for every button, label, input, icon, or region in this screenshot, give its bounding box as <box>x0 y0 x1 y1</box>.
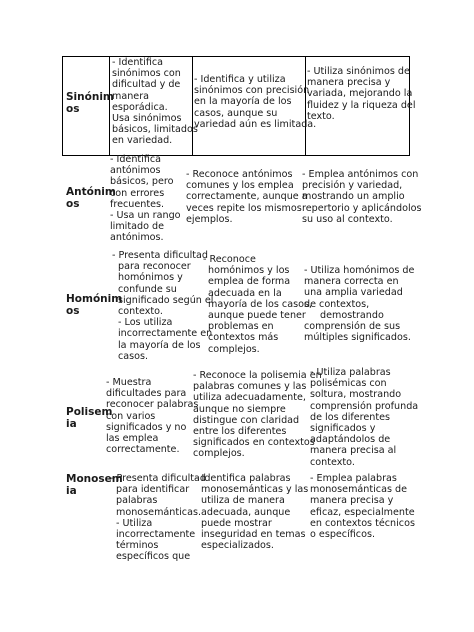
cell-line: ejemplos. <box>186 213 233 225</box>
cell-line: las emplea <box>106 433 159 445</box>
cell-line: monosemánticas y las <box>201 484 309 496</box>
cell-line: adecuada, aunque <box>201 506 291 518</box>
cell-line: demostrando <box>320 309 384 321</box>
cell-line: manera correcta en <box>304 276 399 288</box>
cell-line: aunque no siempre <box>193 403 286 415</box>
cell-line: monosemánticas de <box>310 484 407 496</box>
cell-line: - Muestra <box>106 377 152 388</box>
cell-line: fluidez y la riqueza del <box>307 99 416 111</box>
cell-line: - Identifica <box>112 57 164 68</box>
cell-line: dificultades para <box>106 388 187 400</box>
cell-line: - Identifica <box>110 154 162 165</box>
cell-line: - Utiliza palabras <box>310 367 391 378</box>
row-label-line: os <box>66 103 80 115</box>
cell-monosemia-level-1 <box>110 473 206 563</box>
cell-line: reconocer palabras <box>106 399 199 411</box>
cell-line: - Utiliza homónimos de <box>304 265 415 276</box>
cell-line: - Identifica y utiliza <box>194 74 286 85</box>
cell-line: homónimos y <box>118 272 183 284</box>
cell-line: problemas en <box>208 321 274 333</box>
cell-line: comunes y los emplea <box>186 180 294 192</box>
cell-line: antónimos <box>110 165 161 177</box>
cell-line: - Utiliza sinónimos de <box>307 66 410 77</box>
row-label-line: Polisem <box>66 406 113 418</box>
cell-line: adaptándolos de <box>310 434 391 446</box>
cell-line: eficaz, especialmente <box>310 506 415 518</box>
row-label-line: os <box>66 305 80 317</box>
cell-line: - Identifica palabras <box>195 473 291 484</box>
cell-line: variada, mejorando la <box>307 88 413 100</box>
row-label-line: Sinónim <box>66 91 114 103</box>
cell-polisemia-level-2 <box>193 370 322 460</box>
row-label-line: Antónim <box>66 186 116 198</box>
cell-sinonimos-level-3 <box>307 66 416 122</box>
cell-line: palabras <box>116 495 158 507</box>
cell-monosemia-level-2 <box>195 473 308 551</box>
cell-line: sinónimos con <box>112 68 181 80</box>
cell-line: manera precisa al <box>310 445 397 457</box>
cell-line: repertorio y aplicándolos <box>302 202 422 214</box>
cell-line: de contextos, <box>304 298 370 310</box>
cell-line: de los diferentes <box>310 411 391 423</box>
cell-line: limitado de <box>110 221 164 233</box>
cell-monosemia-level-3 <box>304 473 415 540</box>
cell-line: comprensión profunda <box>310 400 419 412</box>
cell-line: veces repite los mismos <box>186 202 302 214</box>
row-label-line: os <box>66 198 80 210</box>
cell-line: complejos. <box>208 343 260 355</box>
cell-line: mostrando un amplio <box>302 191 405 203</box>
cell-line: texto. <box>307 110 335 122</box>
cell-line: incorrectamente <box>116 529 196 541</box>
cell-line: casos. <box>118 350 149 362</box>
cell-line: significados en contextos <box>193 437 315 449</box>
cell-line: - Emplea antónimos con <box>302 169 419 180</box>
cell-line: significado según el <box>118 294 214 306</box>
cell-line: - Emplea palabras <box>310 473 397 484</box>
cell-line: - Utiliza <box>116 517 153 529</box>
cell-line: manera precisa y <box>310 495 394 507</box>
cell-line: correctamente, aunque a <box>186 191 308 203</box>
cell-line: correctamente. <box>106 444 180 456</box>
cell-line: aunque puede tener <box>208 310 306 322</box>
cell-line: comprensión de sus <box>304 321 401 333</box>
cell-line: para identificar <box>116 484 190 496</box>
cell-line: homónimos y los <box>208 265 290 277</box>
cell-line: múltiples significados. <box>304 332 411 344</box>
cell-line: para reconocer <box>118 261 191 273</box>
cell-line: en contextos técnicos <box>310 517 415 529</box>
cell-antonimos-level-2 <box>186 169 308 225</box>
cell-sinonimos-level-2 <box>194 74 316 130</box>
cell-line: especializados. <box>201 540 274 552</box>
cell-line: su uso al contexto. <box>302 213 393 225</box>
cell-line: Usa sinónimos <box>112 113 182 125</box>
cell-line: incorrectamente en <box>118 328 213 340</box>
cell-line: complejos. <box>193 448 245 460</box>
cell-line: precisión y variedad, <box>302 180 403 192</box>
cell-line: adecuada en la <box>208 287 282 299</box>
row-label-antonimos <box>66 186 116 210</box>
cell-line: utiliza de manera <box>201 495 285 507</box>
cell-line: básicos, pero <box>110 176 174 188</box>
cell-line: emplea de forma <box>208 276 291 288</box>
cell-line: variedad aún es limitada. <box>194 118 317 130</box>
cell-line: una amplia variedad <box>304 287 403 299</box>
cell-line: con varios <box>106 410 156 422</box>
cell-line: o específicos. <box>310 529 375 541</box>
row-label-sinonimos <box>66 91 114 115</box>
cell-line: - Presenta dificultad <box>110 473 206 484</box>
cell-line: puede mostrar <box>201 517 272 529</box>
row-label-line: ia <box>66 485 77 497</box>
cell-line: soltura, mostrando <box>310 389 402 401</box>
cell-line: términos <box>116 540 159 552</box>
cell-line: contexto. <box>118 306 163 318</box>
cell-line: con errores <box>110 187 165 199</box>
cell-line: - Usa un rango <box>110 210 181 222</box>
cell-line: manera precisa y <box>307 77 391 89</box>
row-label-line: ia <box>66 418 77 430</box>
cell-antonimos-level-3 <box>302 169 422 225</box>
cell-line: - Reconoce antónimos <box>186 169 293 180</box>
cell-line: específicos que <box>116 551 191 563</box>
cell-line: inseguridad en temas <box>201 529 306 541</box>
cell-line: en la mayoría de los <box>194 96 292 108</box>
cell-line: distingue con claridad <box>193 414 300 426</box>
cell-line: casos, aunque su <box>194 107 278 119</box>
cell-line: significados y <box>310 423 376 435</box>
cell-line: la mayoría de los <box>118 339 201 351</box>
cell-antonimos-level-1 <box>110 154 181 244</box>
cell-line: confunde su <box>118 283 177 295</box>
cell-line: en variedad. <box>112 135 173 147</box>
cell-line: dificultad y de <box>112 79 181 91</box>
cell-homonimos-level-2 <box>203 254 312 355</box>
cell-line: monosemánticas. <box>116 506 201 518</box>
cell-line: significados y no <box>106 421 187 433</box>
cell-line: palabras comunes y las <box>193 381 307 393</box>
cell-line: utiliza adecuadamente, <box>193 392 306 404</box>
row-label-line: Monosem <box>66 473 123 485</box>
cell-line: frecuentes. <box>110 198 165 210</box>
cell-line: básicos, limitados <box>112 124 198 136</box>
cell-line: contexto. <box>310 456 355 468</box>
cell-line: - Presenta dificultad <box>112 250 208 261</box>
cell-line: esporádica. <box>112 101 168 113</box>
cell-line: antónimos. <box>110 232 164 244</box>
cell-line: manera <box>112 90 150 102</box>
cell-line: sinónimos con precisión <box>194 85 310 97</box>
cell-line: polisémicas con <box>310 378 387 390</box>
cell-line: entre los diferentes <box>193 426 287 438</box>
row-label-line: Homónim <box>66 293 123 305</box>
cell-line: - Reconoce la polisemia en <box>193 370 322 381</box>
cell-homonimos-level-1 <box>112 250 213 362</box>
cell-homonimos-level-3 <box>304 265 414 343</box>
cell-polisemia-level-3 <box>304 367 418 468</box>
cell-line: contextos más <box>208 332 279 344</box>
cell-polisemia-level-1 <box>106 377 198 455</box>
cell-line: mayoría de los casos, <box>208 298 313 310</box>
cell-line: - Los utiliza <box>118 317 173 329</box>
cell-sinonimos-level-1 <box>112 57 198 147</box>
cell-line: - Reconoce <box>203 254 256 265</box>
